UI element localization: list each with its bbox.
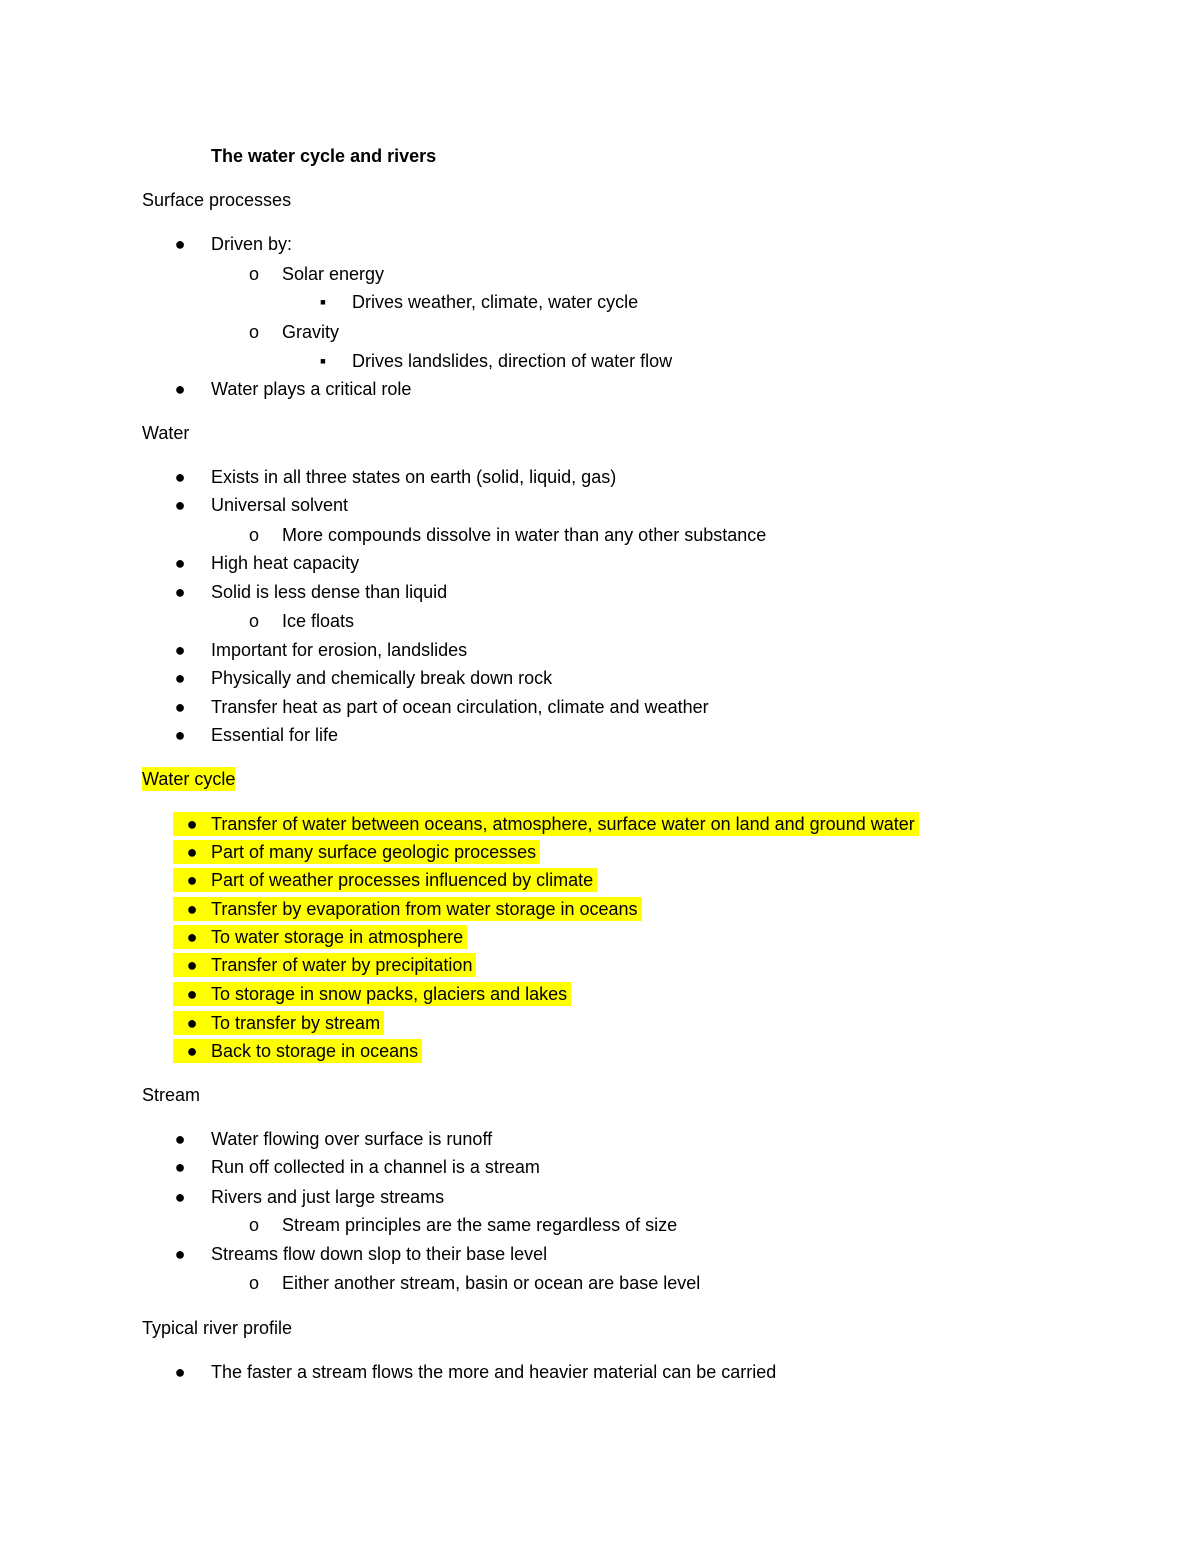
list-item: Exists in all three states on earth (solid, liquid, gas) [211,467,617,487]
list-item: Stream principles are the same regardless of size [282,1215,678,1235]
bullet-disc-icon: ● [174,697,186,717]
list-item: Essential for life [211,725,339,745]
list-item: Either another stream, basin or ocean are base level [282,1273,701,1293]
section-heading-water-cycle: Water cycle [142,769,236,789]
list-item: Drives weather, climate, water cycle [352,292,639,312]
list-item-highlighted: To water storage in atmosphere [211,925,467,949]
list-item: Gravity [282,322,340,342]
bullet-square-icon: ▪ [319,292,327,312]
list-item: Physically and chemically break down rock [211,668,553,688]
list-item: The faster a stream flows the more and heavier material can be carried [211,1362,777,1382]
list-item-highlighted: Part of many surface geologic processes [211,840,540,864]
bullet-circle-icon: o [248,322,259,342]
bullet-disc-icon: ● [174,1129,186,1149]
list-item: Water flowing over surface is runoff [211,1129,493,1149]
bullet-circle-icon: o [248,1273,259,1293]
list-item-highlighted: Transfer by evaporation from water storage in oceans [211,897,642,921]
list-item: Ice floats [282,611,355,631]
bullet-disc-icon: ● [174,582,186,602]
bullet-disc-icon: ● [173,868,211,892]
list-item: Drives landslides, direction of water flow [352,351,673,371]
bullet-disc-icon: ● [174,1187,186,1207]
bullet-circle-icon: o [248,264,259,284]
list-item: Run off collected in a channel is a stream [211,1157,540,1177]
bullet-circle-icon: o [248,525,259,545]
bullet-circle-icon: o [248,1215,259,1235]
bullet-disc-icon: ● [173,812,211,836]
list-item-highlighted: Transfer of water between oceans, atmosphere, surface water on land and ground water [211,812,919,836]
bullet-disc-icon: ● [174,553,186,573]
bullet-disc-icon: ● [174,640,186,660]
list-item: Rivers and just large streams [211,1187,445,1207]
bullet-circle-icon: o [248,611,259,631]
bullet-disc-icon: ● [174,668,186,688]
section-heading-river-profile: Typical river profile [142,1318,293,1338]
bullet-disc-icon: ● [174,495,186,515]
bullet-disc-icon: ● [173,982,211,1006]
bullet-disc-icon: ● [174,725,186,745]
bullet-square-icon: ▪ [319,351,327,371]
bullet-disc-icon: ● [174,234,186,254]
list-item: More compounds dissolve in water than any other substance [282,525,767,545]
document-title: The water cycle and rivers [211,146,437,166]
bullet-disc-icon: ● [173,925,211,949]
bullet-disc-icon: ● [174,1157,186,1177]
bullet-disc-icon: ● [173,1011,211,1035]
list-item: Important for erosion, landslides [211,640,468,660]
bullet-disc-icon: ● [174,379,186,399]
bullet-disc-icon: ● [173,953,211,977]
section-heading-stream: Stream [142,1085,201,1105]
list-item: Solar energy [282,264,385,284]
bullet-disc-icon: ● [174,1244,186,1264]
list-item: Transfer heat as part of ocean circulation, climate and weather [211,697,709,717]
list-item: Universal solvent [211,495,349,515]
bullet-disc-icon: ● [173,840,211,864]
list-item: Driven by: [211,234,293,254]
section-heading-surface: Surface processes [142,190,292,210]
list-item-highlighted: To transfer by stream [211,1011,384,1035]
list-item: Streams flow down slop to their base level [211,1244,548,1264]
bullet-disc-icon: ● [174,1362,186,1382]
bullet-disc-icon: ● [173,1039,211,1063]
list-item: Water plays a critical role [211,379,412,399]
list-item-highlighted: Back to storage in oceans [211,1039,422,1063]
bullet-disc-icon: ● [174,467,186,487]
bullet-disc-icon: ● [173,897,211,921]
list-item-highlighted: Part of weather processes influenced by climate [211,868,597,892]
list-item-highlighted: Transfer of water by precipitation [211,953,476,977]
list-item-highlighted: To storage in snow packs, glaciers and lakes [211,982,571,1006]
list-item: High heat capacity [211,553,360,573]
list-item: Solid is less dense than liquid [211,582,448,602]
section-heading-water: Water [142,423,190,443]
